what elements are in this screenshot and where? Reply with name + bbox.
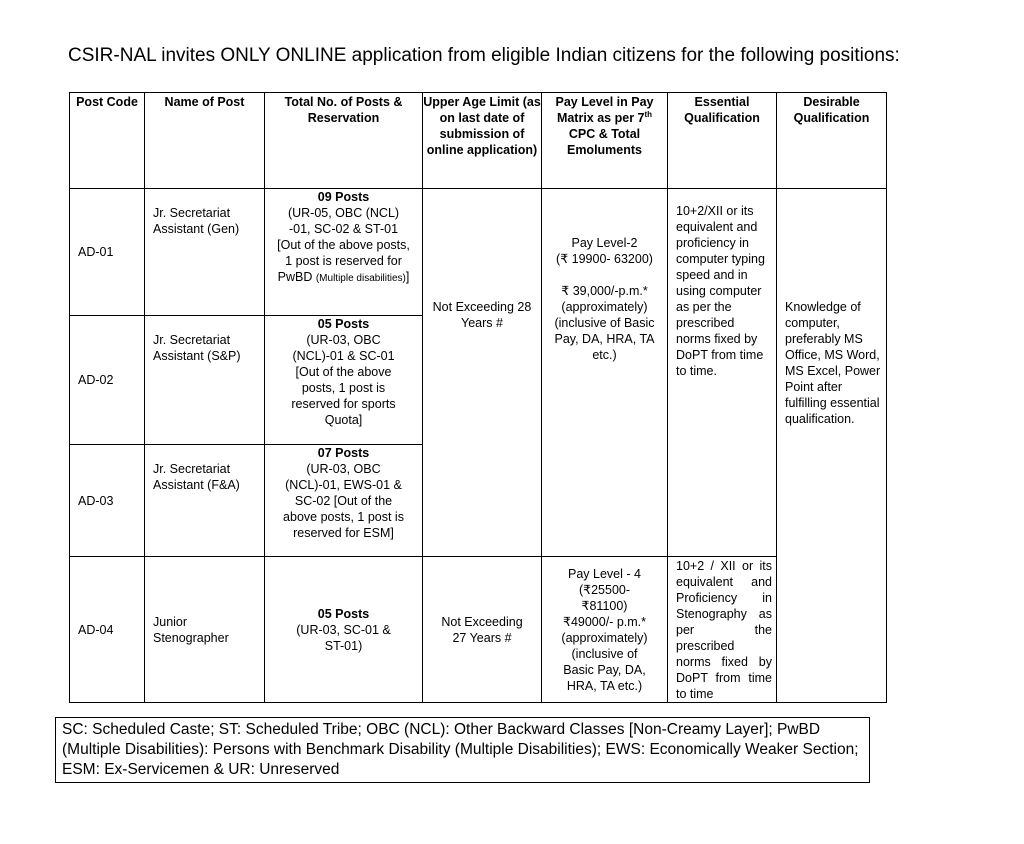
abbreviations-box: SC: Scheduled Caste; ST: Scheduled Tribe; OBC (NCL): Other Backward Classes [Non-Creamy Layer]; PwBD (Multiple Disabilities): Persons with Benchmark Disability (Multiple Disabilities); EWS: Economically Weaker Section; ESM: Ex-Servicemen & UR: Unreserved xyxy=(55,717,870,783)
header-age-limit: Upper Age Limit (as on last date of submission of online application) xyxy=(423,93,542,189)
desirable-qualification-cell: Knowledge of computer, preferably MS Office, MS Word, MS Excel, Power Point after fulfilling essential qualification. xyxy=(777,189,887,703)
page-heading: CSIR-NAL invites ONLY ONLINE application from eligible Indian citizens for the following positions: xyxy=(68,45,900,66)
table-row xyxy=(70,557,887,703)
essential-qualification-cell: 10+2/XII or its equivalent and proficiency in computer typing speed and in using computer as per the prescribed norms fixed by DoPT from time to time. xyxy=(668,189,777,557)
pay-range: (₹ 19900- 63200) xyxy=(556,252,653,266)
posts-detail-small: (Multiple disabilities) xyxy=(315,273,406,284)
header-pay-level xyxy=(542,93,668,189)
header-total-posts: Total No. of Posts & Reservation xyxy=(265,93,423,189)
posts-count: 09 Posts xyxy=(317,190,370,204)
header-essential-qualification: Essential Qualification xyxy=(668,93,777,189)
posts-reservation-cell xyxy=(265,316,423,445)
posts-reservation-cell xyxy=(265,189,423,316)
posts-detail: (UR-03, SC-01 & ST-01) xyxy=(296,622,391,653)
posts-count: 05 Posts xyxy=(317,317,370,331)
post-name-cell: Jr. Secretariat Assistant (F&A) xyxy=(145,445,265,557)
post-code-cell: AD-03 xyxy=(70,445,145,557)
posts-detail: (UR-05, OBC (NCL) -01, SC-02 & ST-01 [Out of the above posts, 1 post is reserved for PwBD xyxy=(277,206,410,284)
pay-level: Pay Level-2 xyxy=(571,236,638,250)
header-post-code: Post Code xyxy=(70,93,145,189)
age-limit-cell: Not Exceeding 28 Years # xyxy=(423,189,542,557)
positions-table xyxy=(69,92,887,703)
header-pay-level-sup: th xyxy=(644,109,653,119)
posts-detail-wrap xyxy=(277,205,410,287)
post-name-cell: Junior Stenographer xyxy=(145,557,265,703)
header-row xyxy=(70,93,887,189)
pay-cell xyxy=(542,189,668,557)
header-desirable-qualification: Desirable Qualification xyxy=(777,93,887,189)
posts-detail: (UR-03, OBC (NCL)-01, EWS-01 & SC-02 [Out of the above posts, 1 post is reserved for ESM] xyxy=(283,462,404,540)
age-limit-cell: Not Exceeding 27 Years # xyxy=(423,557,542,703)
essential-qualification-cell: 10+2 / XII or its equivalent and Proficiency in Stenography as per the prescribed norms fixed by DoPT from time to time xyxy=(668,557,777,703)
posts-detail-close: ] xyxy=(405,270,410,284)
post-code-cell: AD-04 xyxy=(70,557,145,703)
post-name-cell: Jr. Secretariat Assistant (S&P) xyxy=(145,316,265,445)
posts-detail: (UR-03, OBC (NCL)-01 & SC-01 [Out of the above posts, 1 post is reserved for sports Quota] xyxy=(291,333,396,427)
posts-reservation-cell xyxy=(265,445,423,557)
header-pay-level-pre: Pay Level in Pay Matrix as per 7 xyxy=(555,95,654,125)
table-row xyxy=(70,189,887,316)
header-name-of-post: Name of Post xyxy=(145,93,265,189)
pay-cell: Pay Level - 4 (₹25500- ₹81100) ₹49000/- p.m.* (approximately) (inclusive of Basic Pay, DA, HRA, TA etc.) xyxy=(542,557,668,703)
pay-total: ₹ 39,000/-p.m.* (approximately) (inclusive of Basic Pay, DA, HRA, TA etc.) xyxy=(554,284,655,362)
post-code-cell: AD-01 xyxy=(70,189,145,316)
posts-count: 07 Posts xyxy=(317,446,370,460)
header-pay-level-post: CPC & Total Emoluments xyxy=(566,127,642,157)
posts-count: 05 Posts xyxy=(317,606,370,621)
posts-reservation-cell xyxy=(265,557,423,703)
post-name-cell: Jr. Secretariat Assistant (Gen) xyxy=(145,189,265,316)
post-code-cell: AD-02 xyxy=(70,316,145,445)
